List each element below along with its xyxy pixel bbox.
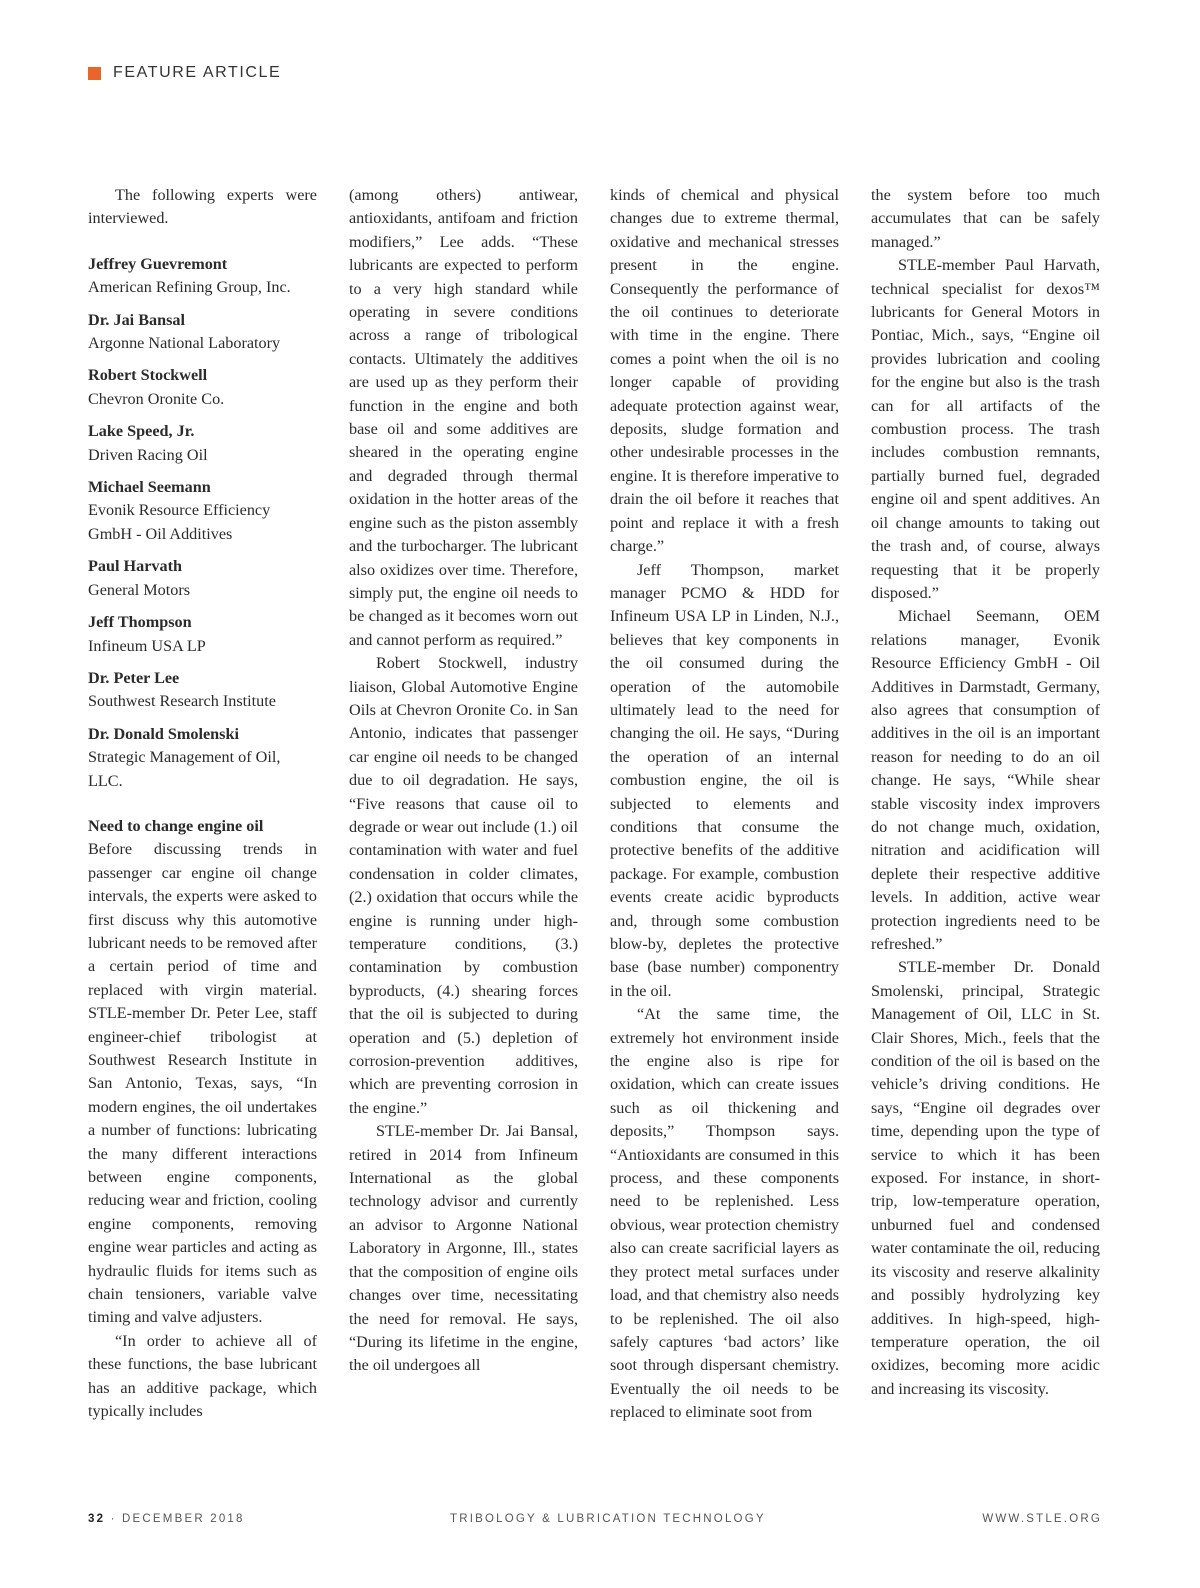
expert-org: Argonne National Laboratory [88,334,281,353]
section-header [88,64,281,82]
body-paragraph: STLE-member Dr. Donald Smolenski, principal, Strategic Management of Oil, LLC in St. Clair Shores, Mich., feels that the condition of the oil is based on the vehicle’s driving conditions. He says, “Engine oil degrades over time, depending upon the type of service to which it has been exposed. For instance, in short-trip, low-temperature operation, unburned fuel and condensed water contaminate the oil, reducing its viscosity and reserve alkalinity and possibly hydrolyzing key additives. In high-speed, high-temperature operation, the oil oxidizes, becoming more acidic and increasing its viscosity. [871,958,1100,1398]
expert-entry [88,309,317,356]
body-paragraph: kinds of chemical and physical changes due to extreme thermal, oxidative and mechanical stresses present in the engine. Consequently the performance of the oil continues to deteriorate with time in the engine. There comes a point when the oil is no longer capable of providing adequate protection against wear, deposits, sludge formation and other undesirable processes in the engine. It is therefore imperative to drain the oil before it reaches that point and replace it with a fresh charge.” [610,186,839,556]
orange-square-icon [88,67,101,80]
expert-org: Evonik Resource Efficiency GmbH - Oil Additives [88,501,271,543]
expert-org: Infineum USA LP [88,636,206,655]
intro-paragraph: The following experts were interviewed. [88,186,317,228]
expert-entry [88,364,317,411]
body-paragraph: the system before too much accumulates that can be safely managed.” [871,186,1100,251]
expert-org: General Motors [88,580,191,599]
expert-name: Jeffrey Guevremont [88,254,228,273]
publication-name: TRIBOLOGY & LUBRICATION TECHNOLOGY [450,1513,766,1525]
expert-name: Paul Harvath [88,557,182,576]
expert-name: Jeff Thompson [88,613,192,632]
experts-list [88,253,317,793]
column-1 [88,184,317,1424]
expert-name: Dr. Jai Bansal [88,310,185,329]
expert-name: Robert Stockwell [88,366,208,385]
expert-entry [88,420,317,467]
expert-org: American Refining Group, Inc. [88,278,291,297]
page-number: 32 [88,1513,106,1525]
footer-separator: · [110,1513,117,1525]
body-paragraph: STLE-member Paul Harvath, technical specialist for dexos™ lubricants for General Motors in Pontiac, Mich., says, “Engine oil provides lubrication and cooling for the engine but also is the trash can for all artifacts of the combustion process. The trash includes combustion remnants, partially burned fuel, degraded engine oil and spent additives. An oil change amounts to taking out the trash and, of course, always requesting that it be properly disposed.” [871,256,1100,602]
body-paragraph: Robert Stockwell, industry liaison, Global Automotive Engine Oils at Chevron Oronite Co. in San Antonio, indicates that passenger car engine oil needs to be changed due to oil degradation. He says, “Five reasons that cause oil to degrade or wear out include (1.) oil contamination with water and fuel condensation in colder climates, (2.) oxidation that occurs while the engine is running under high-temperature conditions, (3.) contamination by combustion byproducts, (4.) shearing forces that the oil is subjected to during operation and (5.) depletion of corrosion-prevention additives, which are preventing corrosion in the engine.” [349,654,578,1117]
section-label: FEATURE ARTICLE [113,64,282,81]
expert-org: Driven Racing Oil [88,445,208,464]
body-paragraph: Michael Seemann, OEM relations manager, Evonik Resource Efficiency GmbH - Oil Additives in Darmstadt, Germany, also agrees that consumption of additives in the oil is an important reason for needing to do an oil change. He says, “While shear stable viscosity index improvers do not change much, oxidation, nitration and acidification will deplete their respective additive levels. In addition, active wear protection ingredients need to be refreshed.” [871,607,1100,953]
expert-entry [88,667,317,714]
expert-name: Michael Seemann [88,478,211,497]
column-2 [349,184,578,1378]
expert-name: Lake Speed, Jr. [88,422,195,441]
issue-date: DECEMBER 2018 [122,1513,245,1525]
expert-entry [88,476,317,546]
expert-entry [88,555,317,602]
subheading: Need to change engine oil [88,816,264,835]
expert-org: Chevron Oronite Co. [88,389,225,408]
website-link[interactable]: WWW.STLE.ORG [982,1513,1102,1525]
body-paragraph: (among others) antiwear, antioxidants, antifoam and friction modifiers,” Lee adds. “These lubricants are expected to perform to a very high standard while operating in severe conditions across a range of tribological contacts. Ultimately the additives are used up as they perform their function in the engine and both base oil and some additives are sheared in the operating engine and degraded through thermal oxidation in the hotter areas of the engine such as the piston assembly and the turbocharger. The lubricant also oxidizes over time. Therefore, simply put, the engine oil needs to be changed as it becomes worn out and cannot perform as required.” [349,186,578,649]
column-3 [610,184,839,1425]
expert-name: Dr. Peter Lee [88,668,180,687]
expert-name: Dr. Donald Smolenski [88,724,239,743]
footer-left [88,1513,245,1525]
expert-org: Strategic Management of Oil, LLC. [88,748,281,790]
expert-org: Southwest Research Institute [88,692,276,711]
body-paragraph: Before discussing trends in passenger car engine oil change intervals, the experts were asked to first discuss why this automotive lubricant needs to be removed after a certain period of time and replaced with virgin material. STLE-member Dr. Peter Lee, staff engineer-chief tribologist at Southwest Research Institute in San Antonio, Texas, says, “In modern engines, the oil undertakes a number of functions: lubricating the many different interactions between engine components, reducing wear and friction, cooling engine components, removing engine wear particles and acting as hydraulic fluids for items such as chain tensioners, variable valve timing and valve adjusters. [88,840,317,1327]
expert-entry [88,723,317,793]
column-4 [871,184,1100,1401]
body-paragraph: STLE-member Dr. Jai Bansal, retired in 2014 from Infineum International as the global technology advisor and currently an advisor to Argonne National Laboratory in Argonne, Ill., states that the composition of engine oils changes over time, necessitating the need for removal. He says, “During its lifetime in the engine, the oil undergoes all [349,1122,578,1375]
body-paragraph: “In order to achieve all of these functions, the base lubricant has an additive package, which typically includes [88,1331,317,1421]
expert-entry [88,253,317,300]
expert-entry [88,611,317,658]
body-paragraph: “At the same time, the extremely hot environment inside the engine also is ripe for oxidation, which can create issues such as oil thickening and deposits,” Thompson says. “Antioxidants are consumed in this process, and these components need to be replenished. Less obvious, wear protection chemistry also can create sacrificial layers as they protect metal surfaces under load, and that chemistry also needs to be replenished. The oil also safely captures ‘bad actors’ like soot through dispersant chemistry. Eventually the oil needs to be replaced to eliminate soot from [610,1005,839,1422]
body-paragraph: Jeff Thompson, market manager PCMO & HDD for Infineum USA LP in Linden, N.J., believes that key components in the oil consumed during the operation of the automobile ultimately lead to the need for changing the oil. He says, “During the operation of an internal combustion engine, the oil is subjected to elements and conditions that consume the protective benefits of the additive package. For example, combustion events create acidic byproducts and, through some combustion blow-by, depletes the protective base (base number) componentry in the oil. [610,560,839,1000]
